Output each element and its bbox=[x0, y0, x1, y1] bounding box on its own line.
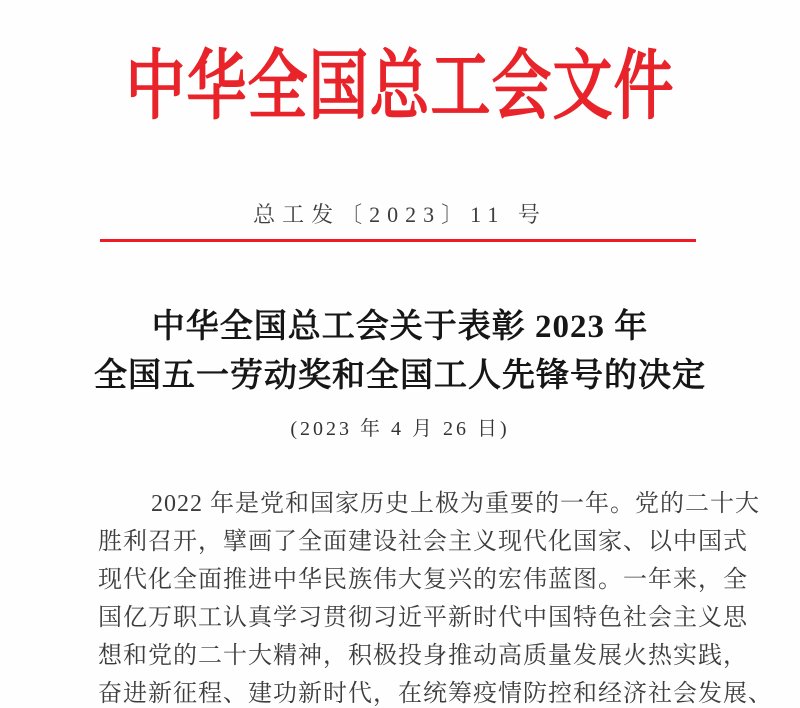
masthead-title: 中华全国总工会文件 bbox=[125, 44, 675, 129]
body-line: 想和党的二十大精神，积极投身推动高质量发展火热实践， bbox=[98, 643, 748, 669]
document-number: 总工发〔2023〕11 号 bbox=[253, 202, 547, 227]
document-title-line1: 中华全国总工会关于表彰 2023 年 bbox=[151, 309, 649, 345]
body-line: 国亿万职工认真学习贯彻习近平新时代中国特色社会主义思 bbox=[98, 605, 748, 631]
body-paragraph bbox=[98, 485, 773, 708]
red-divider-line bbox=[100, 239, 696, 242]
body-line: 奋进新征程、建功新时代，在统筹疫情防控和经济社会发展、 bbox=[98, 681, 773, 707]
body-line: 胜利召开，擘画了全面建设社会主义现代化国家、以中国式 bbox=[98, 529, 748, 555]
body-line: 现代化全面推进中华民族伟大复兴的宏伟蓝图。一年来，全 bbox=[98, 567, 748, 593]
masthead bbox=[0, 34, 800, 129]
document-title bbox=[0, 303, 800, 401]
document-title-line2: 全国五一劳动奖和全国工人先锋号的决定 bbox=[94, 358, 706, 394]
document-date: (2023 年 4 月 26 日) bbox=[290, 418, 510, 440]
body-line: 2022 年是党和国家历史上极为重要的一年。党的二十大 bbox=[151, 491, 760, 517]
